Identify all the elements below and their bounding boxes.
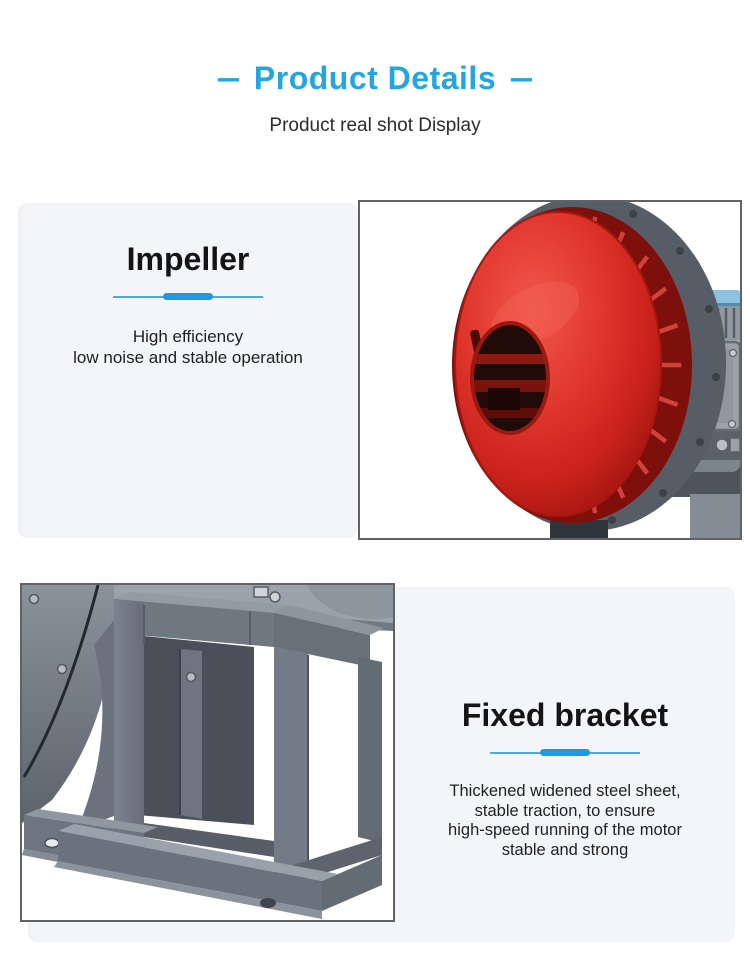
bracket-description (395, 782, 735, 860)
bracket-desc-line: stable traction, to ensure (474, 801, 656, 820)
bracket-desc-line: Thickened widened steel sheet, (449, 782, 681, 800)
page-title: Product Details (253, 60, 497, 96)
divider-thin-line (589, 752, 640, 754)
impeller-desc-line: low noise and stable operation (73, 348, 303, 367)
divider-thin-line (212, 296, 263, 298)
bracket-text-inner (395, 587, 735, 860)
impeller-text-panel (18, 203, 358, 538)
bracket-desc-line: high-speed running of the motor (448, 821, 682, 839)
divider-thin-line (490, 752, 541, 754)
divider-thick-bar (540, 749, 590, 756)
bracket-divider (490, 749, 640, 756)
impeller-desc-line: High efficiency (132, 327, 244, 346)
bracket-photo (20, 583, 395, 922)
impeller-divider (113, 293, 263, 300)
impeller-wheel (452, 207, 692, 523)
page-title-row (0, 58, 750, 98)
bracket-desc-line: stable and strong (501, 840, 629, 859)
product-details-header (0, 0, 750, 138)
bracket-illustration (22, 585, 393, 920)
divider-thick-bar (163, 293, 213, 300)
title-dash-left: – (216, 59, 241, 97)
impeller-description (18, 326, 358, 368)
title-dash-right: – (509, 59, 534, 97)
impeller-illustration (360, 202, 740, 538)
impeller-heading: Impeller (126, 241, 250, 277)
impeller-photo (358, 200, 742, 540)
divider-thin-line (113, 296, 164, 298)
page-subtitle: Product real shot Display (269, 115, 481, 136)
bracket-heading: Fixed bracket (461, 697, 669, 733)
